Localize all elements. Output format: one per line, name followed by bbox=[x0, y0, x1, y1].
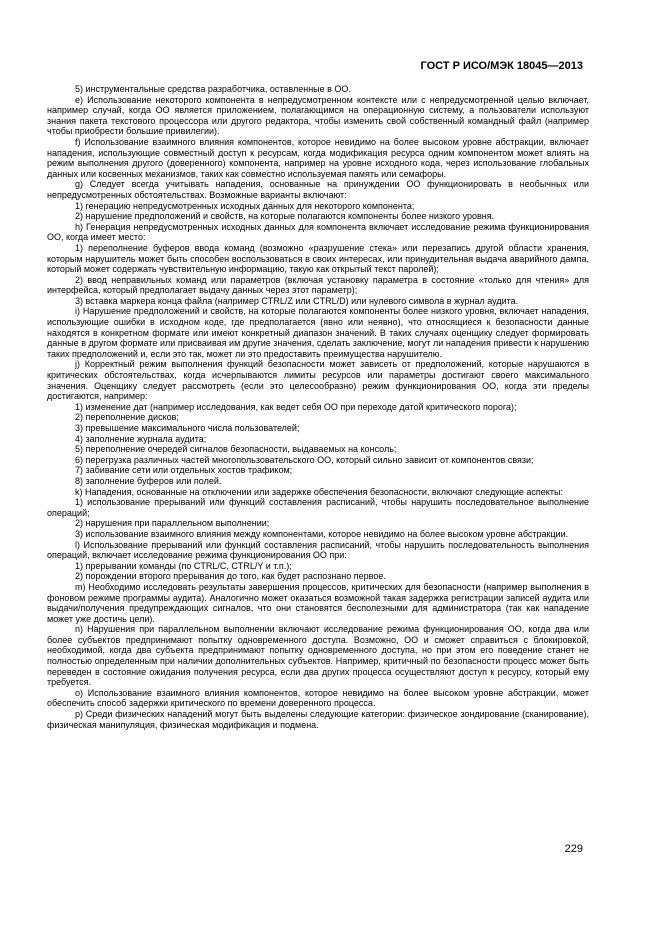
paragraph: 5) инструментальные средства разработчика, оставленные в ОО. bbox=[75, 84, 351, 94]
paragraph: f) Использование взаимного влияния компонентов, которое невидимо на более высоком уровне абстракции, включает нападения, использующие совместный доступ к ресурсам, когда модификация ресурса одним компонентом может влиять на режим выполнения другого (доверенного) компонента, например на уровне исходного кода, через использование глобальных данных или косвенных механизмов, таких как совместно используемая память или семафоры. bbox=[47, 136, 589, 179]
paragraph: j) Корректный режим выполнения функций безопасности может зависеть от предположений, которые нарушаются в критических обстоятельствах, когда исчерпываются лимиты ресурсов или параметры достигают своего максимального значения. Оценщику следует рассмотреть (если это целесообразно) режим функционирования ОО, когда эти пределы достигаются, например: bbox=[47, 359, 589, 402]
paragraph: 4) заполнение журнала аудита; bbox=[75, 433, 207, 444]
paragraph: 2) нарушение предположений и свойств, на которые полагаются компоненты более низкого уровня. bbox=[75, 211, 495, 222]
document-body bbox=[47, 84, 589, 730]
paragraph: l) Использование прерываний или функций составления расписаний, чтобы нарушить последовательность выполнения операций, включает исследование режима функционирования ОО при: bbox=[47, 539, 589, 561]
paragraph: k) Нападения, основанные на отключении или задержке обеспечения безопасности, включают следующие аспекты: bbox=[75, 486, 563, 497]
paragraph: 1) переполнение буферов ввода команд (возможно «разрушение стека» или перезапись другой области хранения, которым нарушитель может быть способен воспользоваться в своих интересах, или принудительная выдача аварийного дампа, который может содержать чувствительную информацию, такую как открытый текст паролей); bbox=[47, 242, 589, 275]
paragraph: 1) генерацию непредусмотренных исходных данных для некоторого компонента; bbox=[75, 200, 415, 211]
paragraph: 3) вставка маркера конца файла (например CTRL/Z или CTRL/D) или нулевого символа в журнал аудита. bbox=[75, 295, 519, 306]
paragraph: 2) ввод неправильных команд или параметров (включая установку параметра в состояние «только для чтения» для интерфейса, который предполагает выдачу данных через этот параметр); bbox=[47, 274, 589, 296]
paragraph: 1) прерывании команды (по CTRL/C, CTRL/Y и т.п.); bbox=[75, 560, 292, 571]
paragraph: 1) использование прерываний или функций составления расписаний, чтобы нарушить последовательное выполнение операций; bbox=[47, 497, 589, 518]
document-header: ГОСТ Р ИСО/МЭК 18045—2013 bbox=[420, 60, 583, 72]
paragraph: 5) переполнение очередей сигналов безопасности, выдаваемых на консоль; bbox=[75, 444, 397, 455]
paragraph: 2) переполнение дисков; bbox=[75, 412, 179, 423]
paragraph: g) Следует всегда учитывать нападения, основанные на принуждении ОО функционировать в необычных или непредусмотренных обстоятельствах. Возможные варианты включают: bbox=[47, 179, 589, 200]
paragraph: m) Необходимо исследовать результаты завершения процессов, критических для безопасности (например выполнения в фоновом режиме программы аудита). Аналогично может оказаться возможной такая задержка регистрации записей аудита или выдачи/получения предупреждающих сигналов, что они становятся бесполезными для администратора (так как нападение может уже достичь цели). bbox=[47, 581, 589, 624]
page-number: 229 bbox=[564, 843, 583, 855]
paragraph: 7) забивание сети или отдельных хостов трафиком; bbox=[75, 465, 293, 476]
paragraph: 3) использование взаимного влияния между компонентами, которое невидимо на более высоком уровне абстракции. bbox=[75, 528, 569, 539]
paragraph: 6) перегрузка различных частей многопользовательского ОО, который сильно зависит от компонентов связи; bbox=[75, 454, 534, 465]
paragraph: 2) нарушения при параллельном выполнении; bbox=[75, 518, 270, 529]
paragraph: 1) изменение дат (например исследования, как ведет себя ОО при переходе датой критического порога); bbox=[75, 401, 517, 412]
paragraph: n) Нарушения при параллельном выполнении включают исследование режима функционирования ОО, когда два или более субъектов предпринимают попытку одновременного доступа. Возможно, ОО и сможет справиться с блокировкой, необходимой, когда два субъекта предпринимают попытку одновременного доступа, но при этом его поведение станет не полностью определенным при наличии дополнительных субъектов. Например, критичный по безопасности процесс может быть переведен в состояние ожидания получения ресурса, если два других процесса осуществляют доступ к ресурсу, который ему требуется. bbox=[47, 624, 589, 688]
paragraph: 2) порождении второго прерывания до того, как будет распознано первое. bbox=[75, 571, 386, 582]
paragraph: h) Генерация непредусмотренных исходных данных для компонента включает исследование режима функционирования ОО, когда имеет место: bbox=[47, 221, 589, 243]
paragraph: е) Использование некоторого компонента в непредусмотренном контексте или с непредусмотренной целью включает, например случай, когда ОО является приложением, полагающимся на операционную систему, а пользователи используют знания пакета текстового процессора или другого редактора, чтобы изменить свой собственный командный файл (например чтобы приобрести большие привилегии). bbox=[47, 94, 589, 137]
paragraph: i) Нарушение предположений и свойств, на которые полагаются компоненты более низкого уровня, включает нападения, использующие ошибки в исходном коде, где предполагается (явно или неявно), что относящиеся к безопасности данные находятся в конкретном формате или имеют конкретный диапазон значений. В таких случаях оценщику следует формировать данные в другом формате или присваивая им другие значения, сделать заключение, могут ли нападения привести к нарушению таких предположений и, если это так, может ли это предоставить преимущества нарушителю. bbox=[47, 306, 589, 359]
paragraph: о) Использование взаимного влияния компонентов, которое невидимо на более высоком уровне абстракции, может обеспечить способ задержки критического по времени доверенного процесса. bbox=[47, 687, 589, 709]
paragraph: р) Среди физических нападений могут быть выделены следующие категории: физическое зондирование (сканирование), физическая манипуляция, физическая модификация и подмена. bbox=[47, 709, 589, 730]
paragraph: 3) превышение максимального числа пользователей; bbox=[75, 423, 300, 433]
paragraph: 8) заполнение буферов или полей. bbox=[75, 475, 222, 486]
